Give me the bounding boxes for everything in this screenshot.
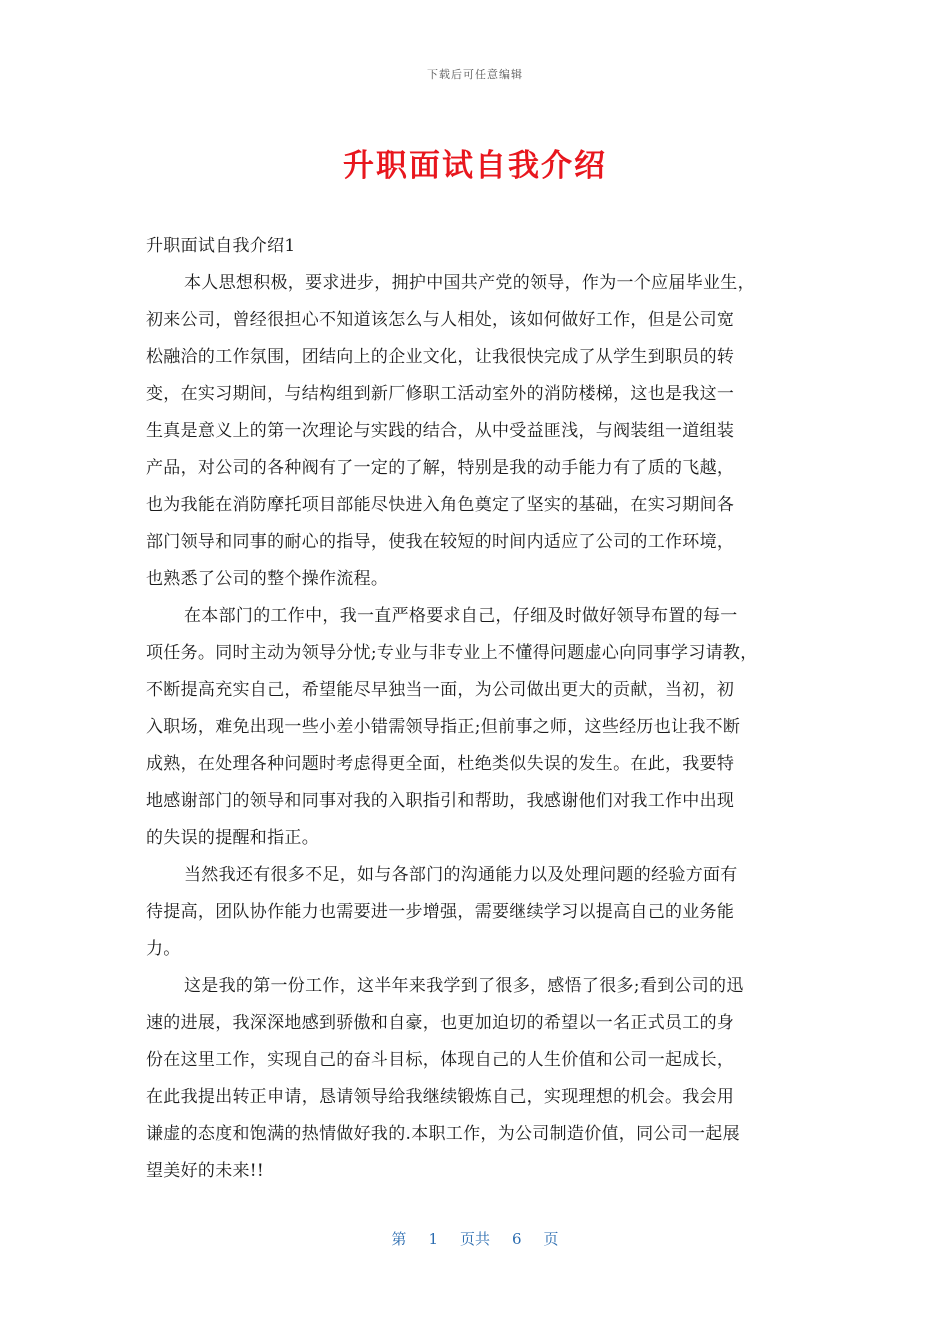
footer-page-number: 1 [428,1230,438,1248]
footer-total-pages: 6 [512,1230,522,1248]
body-text-line: 入职场，难免出现一些小差小错需领导指正;但前事之师，这些经历也让我不断 [146,717,741,737]
header-note: 下载后可任意编辑 [427,68,523,81]
document-body [146,228,826,1190]
body-text-line: 项任务。同时主动为领导分忧;专业与非专业上不懂得问题虚心向同事学习请教， [146,643,758,663]
body-text-line: 本人思想积极，要求进步，拥护中国共产党的领导，作为一个应届毕业生， [184,273,755,293]
body-text-line: 产品，对公司的各种阀有了一定的了解，特别是我的动手能力有了质的飞越， [146,458,735,478]
footer-middle: 页共 [459,1230,490,1248]
document-title: 升职面试自我介绍 [343,148,607,184]
body-text-line: 变，在实习期间，与结构组到新厂修职工活动室外的消防楼梯，这也是我这一 [146,384,735,404]
body-text-line: 松融洽的工作氛围，团结向上的企业文化，让我很快完成了从学生到职员的转 [146,347,735,367]
footer-suffix: 页 [543,1230,559,1248]
body-text-line: 也为我能在消防摩托项目部能尽快进入角色奠定了坚实的基础，在实习期间各 [146,495,735,515]
body-text-line: 在此我提出转正申请，恳请领导给我继续锻炼自己，实现理想的机会。我会用 [146,1087,735,1107]
body-text-line: 谦虚的态度和饱满的热情做好我的.本职工作，为公司制造价值，同公司一起展 [146,1124,740,1144]
body-text-line: 份在这里工作，实现自己的奋斗目标，体现自己的人生价值和公司一起成长， [146,1050,735,1070]
body-text-line: 也熟悉了公司的整个操作流程。 [146,569,389,589]
body-text-line: 升职面试自我介绍1 [146,236,296,256]
body-text-line: 成熟，在处理各种问题时考虑得更全面，杜绝类似失误的发生。在此，我要特 [146,754,735,774]
body-text-line: 当然我还有很多不足，如与各部门的沟通能力以及处理问题的经验方面有 [184,865,738,885]
body-text-line: 地感谢部门的领导和同事对我的入职指引和帮助，我感谢他们对我工作中出现 [146,791,735,811]
footer-prefix: 第 [391,1230,407,1248]
body-text-line: 不断提高充实自己，希望能尽早独当一面，为公司做出更大的贡献，当初，初 [146,680,735,700]
page-footer [0,1228,950,1249]
body-text-line: 力。 [146,939,181,959]
body-text-line: 这是我的第一份工作，这半年来我学到了很多，感悟了很多;看到公司的迅 [184,976,744,996]
body-text-line: 速的进展，我深深地感到骄傲和自豪，也更加迫切的希望以一名正式员工的身 [146,1013,735,1033]
body-text-line: 的失误的提醒和指正。 [146,828,319,848]
body-text-line: 待提高，团队协作能力也需要进一步增强，需要继续学习以提高自己的业务能 [146,902,735,922]
body-text-line: 初来公司，曾经很担心不知道该怎么与人相处，该如何做好工作，但是公司宽 [146,310,735,330]
body-text-line: 望美好的未来!! [146,1161,265,1181]
body-text-line: 在本部门的工作中，我一直严格要求自己，仔细及时做好领导布置的每一 [184,606,738,626]
body-text-line: 部门领导和同事的耐心的指导，使我在较短的时间内适应了公司的工作环境， [146,532,735,552]
body-text-line: 生真是意义上的第一次理论与实践的结合，从中受益匪浅，与阀装组一道组装 [146,421,735,441]
